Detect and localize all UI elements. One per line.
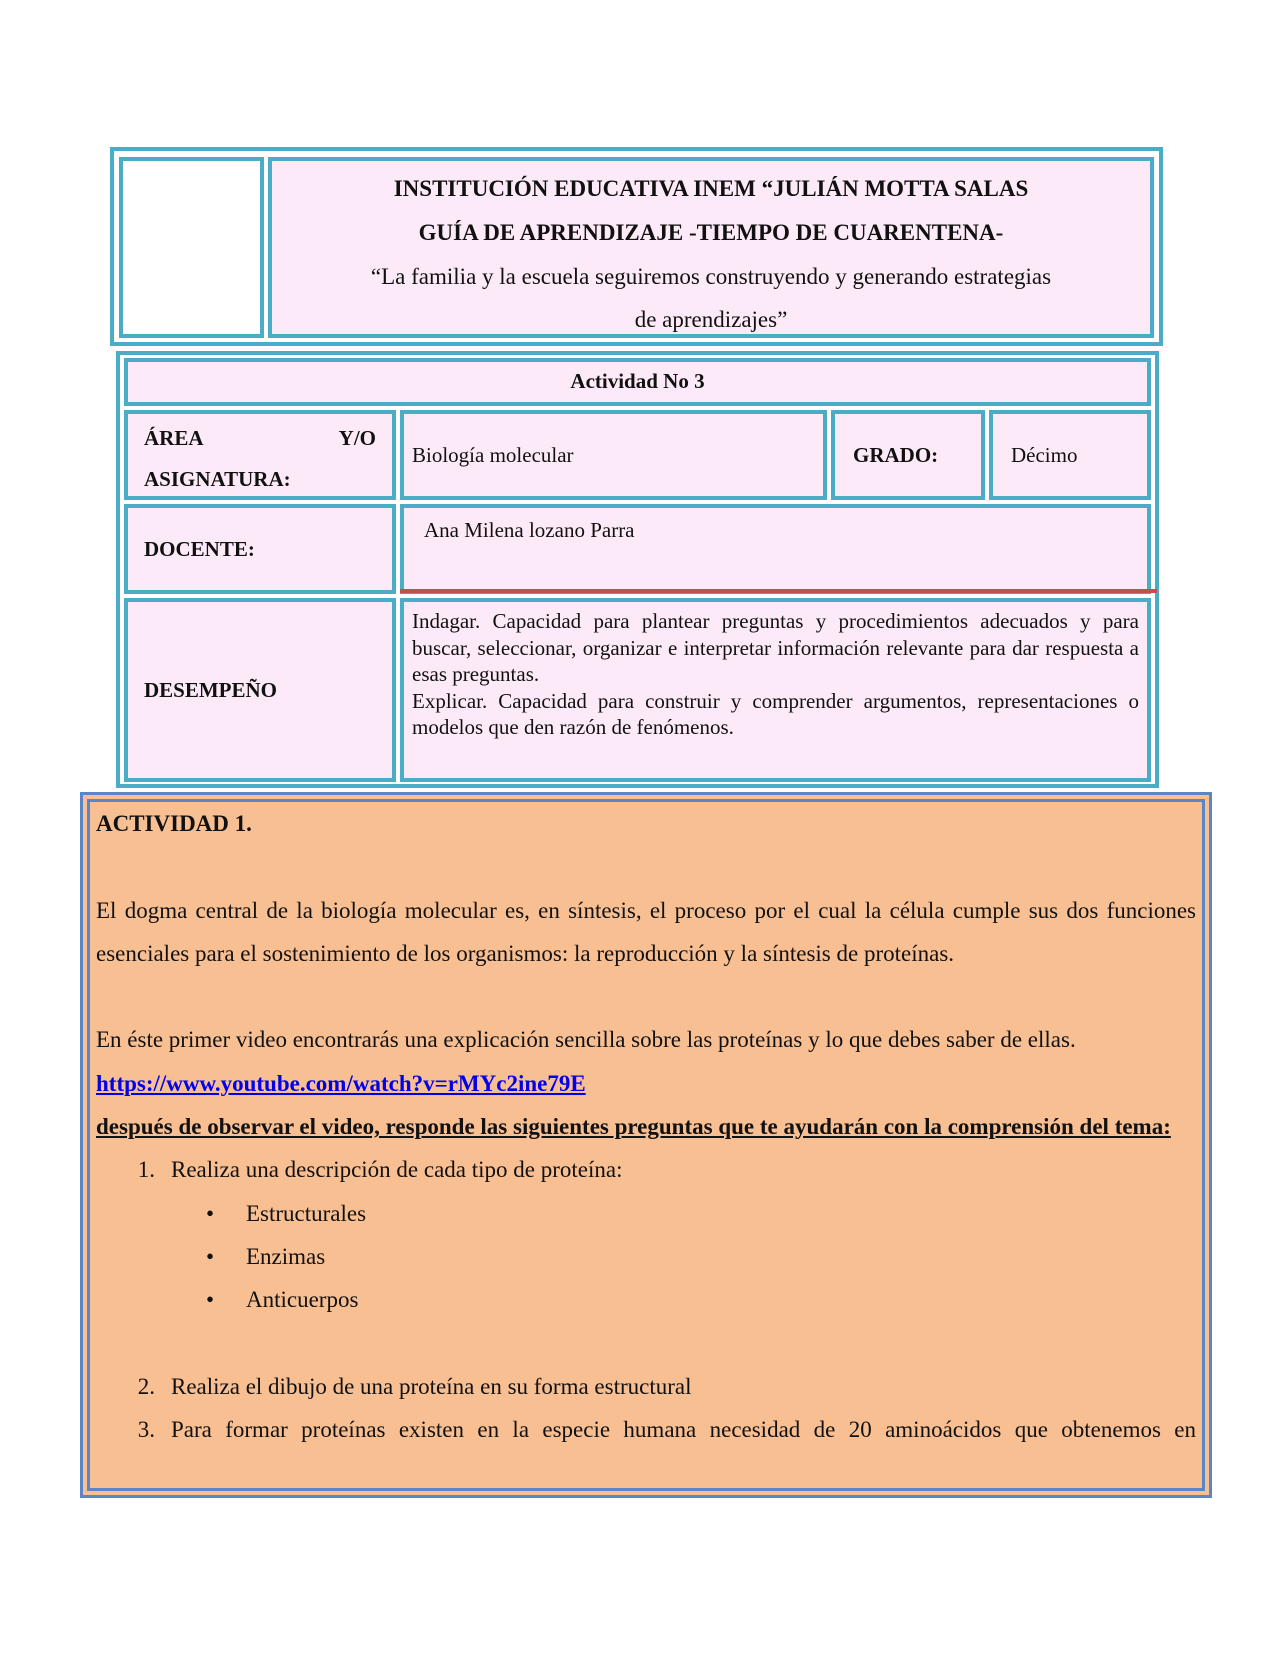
list-item [96, 1278, 1196, 1321]
instruction-text: después de observar el video, responde las siguientes preguntas que te ayudarán con la comprensión del tema: [96, 1114, 1171, 1140]
performance-value [400, 598, 1151, 782]
question-text: Para formar proteínas existen en la especie humana necesidad de 20 aminoácidos que obtenemos en [171, 1417, 1196, 1443]
area-label-word: ÁREA [144, 426, 204, 450]
performance-indagar: Indagar. Capacidad para plantear preguntas y procedimientos adecuados y para buscar, seleccionar, organizar e interpretar información relevante para dar respuesta a esas preguntas. [412, 609, 1139, 686]
question-number: 2. [137, 1373, 155, 1399]
question-3 [96, 1408, 1196, 1451]
header-title-cell [268, 157, 1154, 338]
teacher-value: Ana Milena lozano Parra [400, 504, 1151, 594]
area-label-subject: ASIGNATURA: [144, 467, 291, 491]
video-intro: En éste primer video encontrarás una explicación sencilla sobre las proteínas y lo que debes saber de ellas. [96, 1027, 1076, 1053]
activity-number: Actividad No 3 [124, 358, 1151, 406]
logo-placeholder [119, 157, 264, 338]
motto-line-1: “La familia y la escuela seguiremos construyendo y generando estrategias [370, 264, 1052, 289]
institution-name: INSTITUCIÓN EDUCATIVA INEM “JULIÁN MOTTA SALAS [393, 176, 1029, 201]
grade-value: Décimo [989, 410, 1151, 500]
bullet-icon: • [206, 1243, 215, 1269]
protein-type: Anticuerpos [246, 1287, 359, 1313]
video-link[interactable]: https://www.youtube.com/watch?v=rMYc2ine79E [96, 1070, 586, 1096]
motto-line-2: de aprendizajes” [634, 307, 788, 332]
bullet-icon: • [206, 1200, 215, 1226]
bullet-icon: • [206, 1287, 215, 1313]
question-text: Realiza el dibujo de una proteína en su forma estructural [171, 1373, 692, 1399]
area-value: Biología molecular [400, 410, 827, 500]
teacher-label: DOCENTE: [124, 504, 396, 594]
performance-label: DESEMPEÑO [124, 598, 396, 782]
grade-label: GRADO: [831, 410, 985, 500]
question-text: Realiza una descripción de cada tipo de proteína: [171, 1157, 623, 1183]
list-item [96, 1192, 1196, 1235]
list-item [96, 1235, 1196, 1278]
question-2 [96, 1365, 1196, 1408]
divider-line [400, 589, 1157, 593]
protein-type: Enzimas [246, 1243, 326, 1269]
activity-intro: El dogma central de la biología molecular es, en síntesis, el proceso por el cual la célula cumple sus dos funciones esenciales para el sostenimiento de los organismos: la reproducción y la síntesis de proteínas. [96, 897, 1196, 966]
question-number: 1. [137, 1157, 155, 1183]
activity-title: ACTIVIDAD 1. [96, 811, 252, 836]
guide-title: GUÍA DE APRENDIZAJE -TIEMPO DE CUARENTENA- [418, 220, 1004, 245]
area-label-yo: Y/O [338, 426, 376, 450]
question-1 [96, 1148, 1196, 1191]
protein-type: Estructurales [246, 1200, 367, 1226]
area-label [124, 410, 396, 500]
question-number: 3. [137, 1417, 155, 1443]
performance-explicar: Explicar. Capacidad para construir y comprender argumentos, representaciones o modelos que den razón de fenómenos. [412, 688, 1139, 739]
activity-content [96, 802, 1196, 1451]
